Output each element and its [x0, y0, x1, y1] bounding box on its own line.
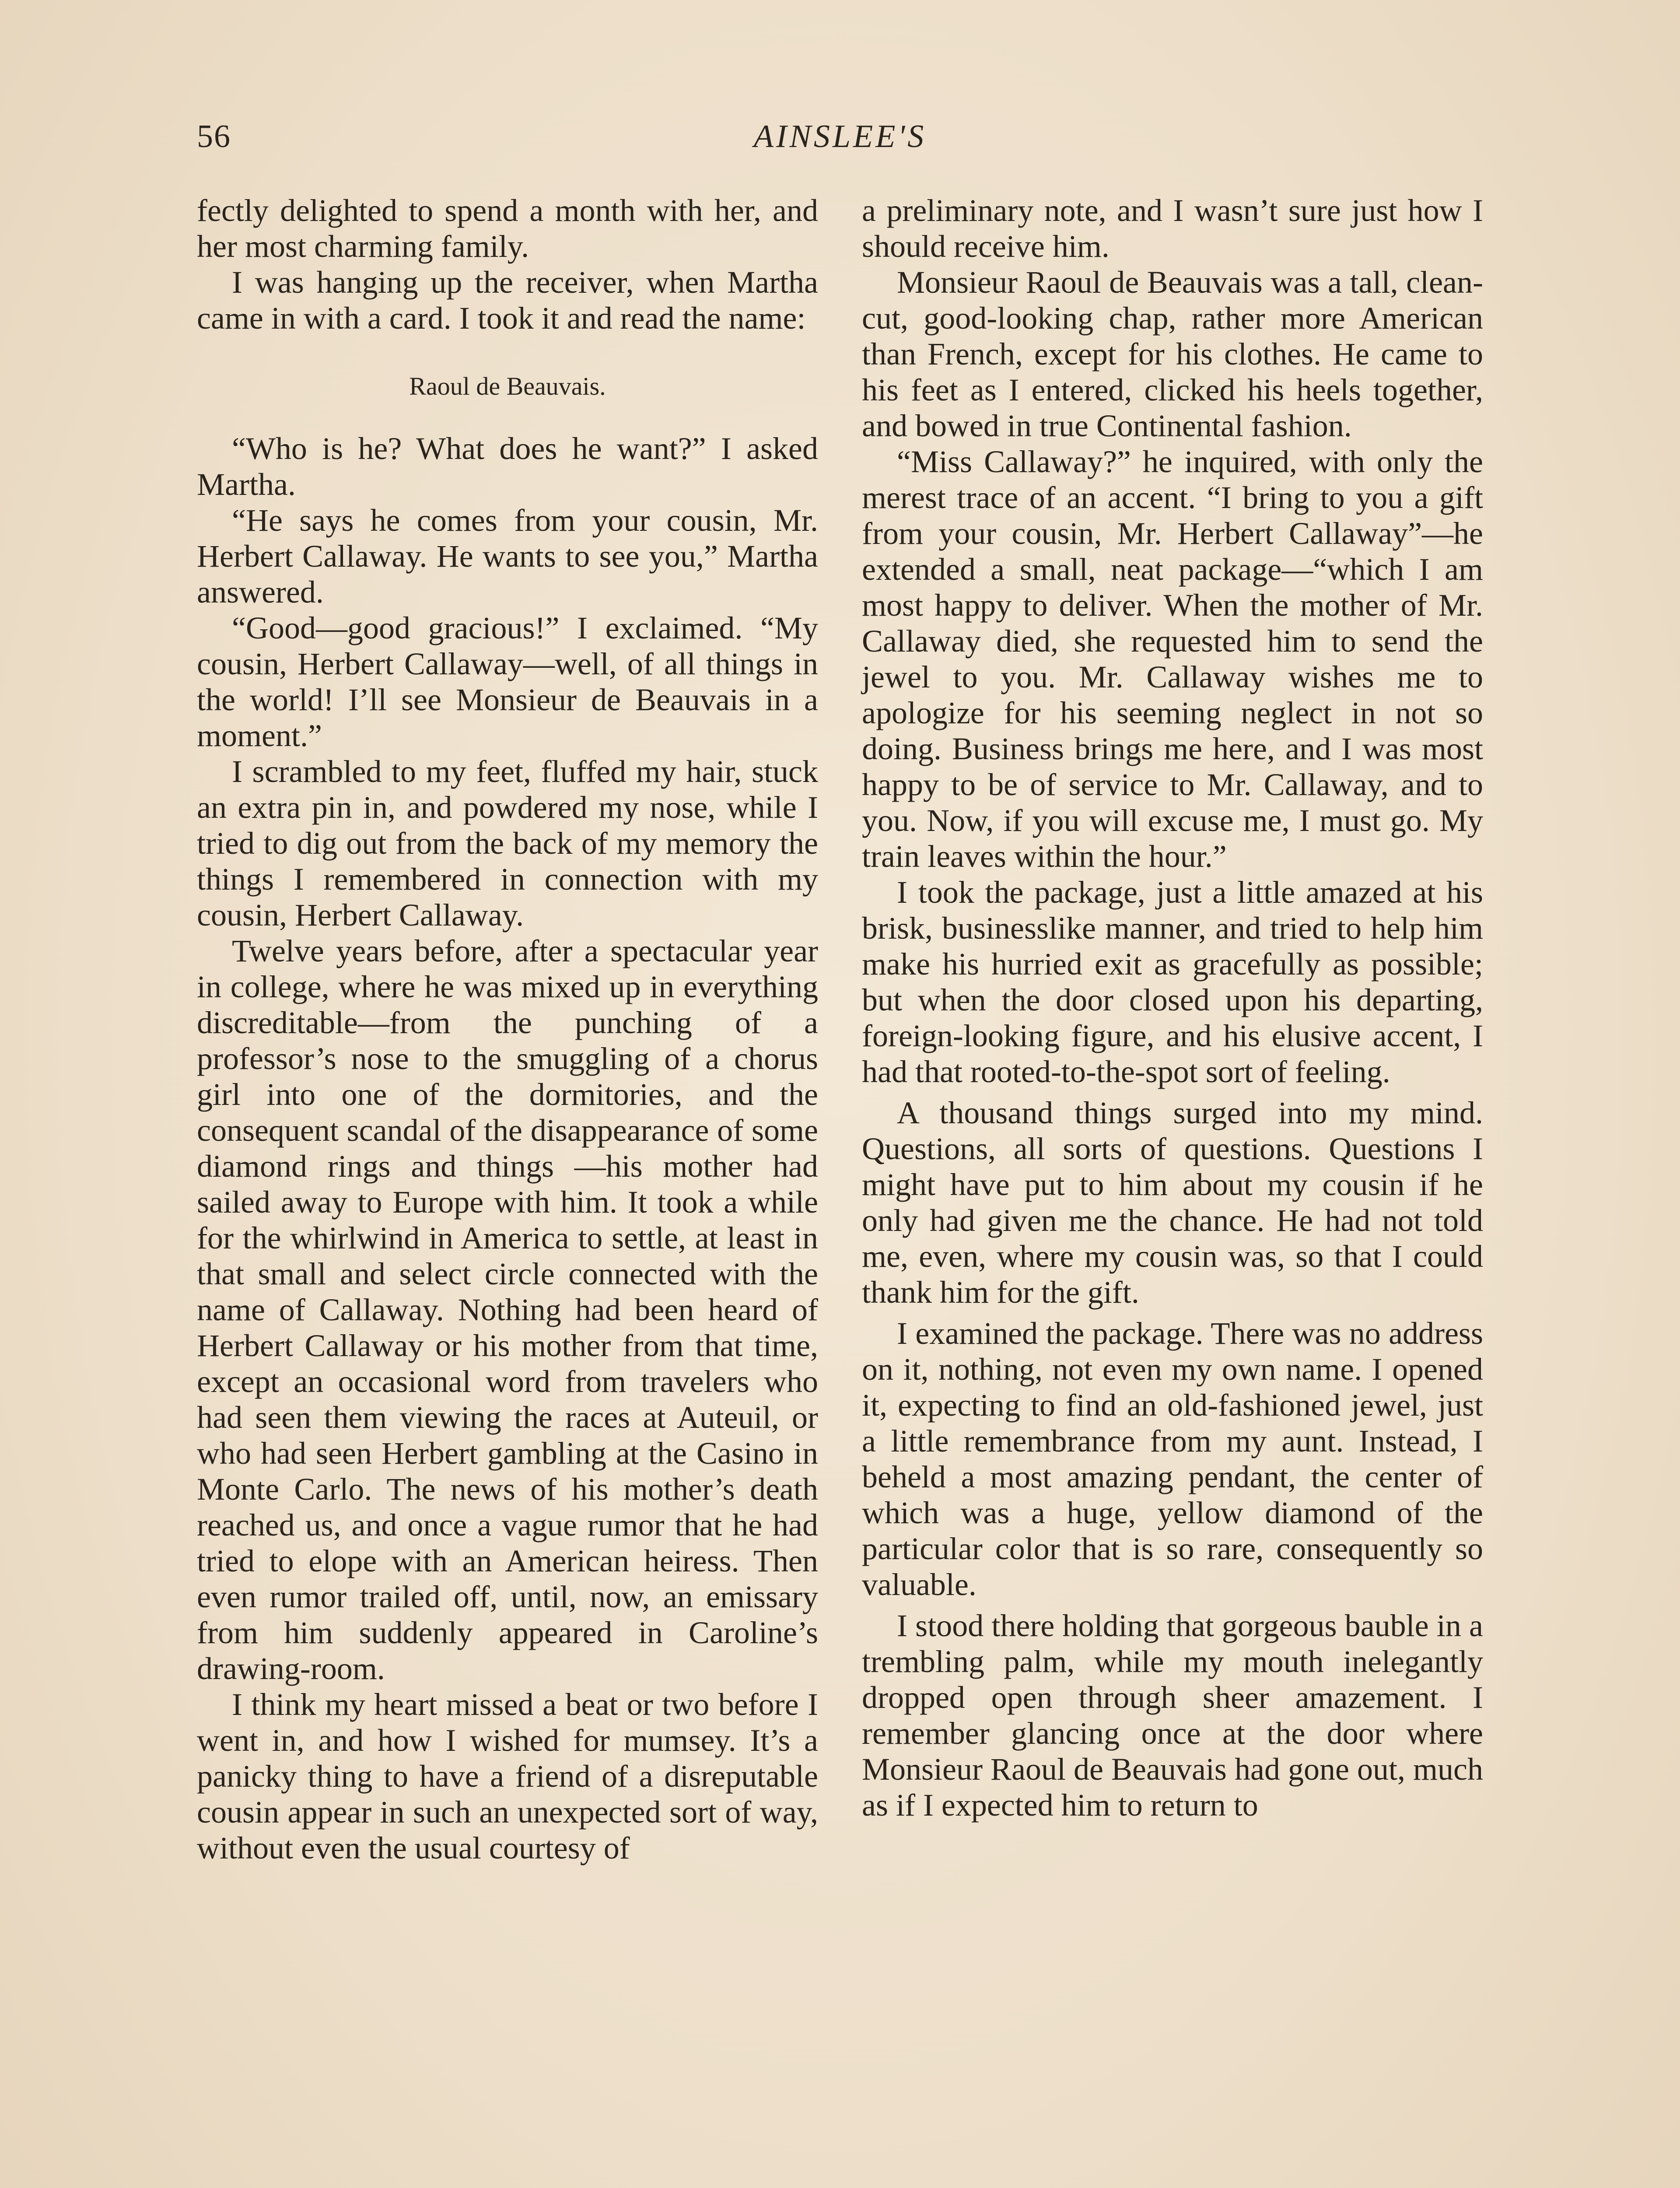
- paragraph: “Good—good gracious!” I exclaimed. “My cousin, Herbert Callaway—well, of all things in the world! I’ll see Monsieur de Beauvais in a moment.”: [197, 610, 818, 753]
- paragraph: I scrambled to my feet, fluffed my hair, stuck an extra pin in, and powdered my nose, while I tried to dig out from the back of my memory the things I remembered in connection with my cousin, Herbert Callaway.: [197, 754, 818, 933]
- paragraph: I examined the package. There was no address on it, nothing, not even my own name. I opened it, expecting to find an old-fashioned jewel, just a little remembrance from my aunt. Instead, I beheld a most amazing pendant, the center of which was a huge, yellow diamond of the particular color that is so rare, consequently so valuable.: [862, 1316, 1483, 1602]
- left-column: [197, 193, 818, 1866]
- page-header: [197, 118, 1483, 171]
- paragraph: I was hanging up the receiver, when Martha came in with a card. I took it and read the name:: [197, 265, 818, 336]
- page-number: 56: [197, 119, 231, 154]
- paragraph: a preliminary note, and I wasn’t sure just how I should receive him.: [862, 193, 1483, 264]
- paragraph: I stood there holding that gorgeous bauble in a trembling palm, while my mouth inelegantly dropped open through sheer amazement. I remember glancing once at the door where Monsieur Raoul de Beauvais had gone out, much as if I expected him to return to: [862, 1608, 1483, 1823]
- calling-card-name: Raoul de Beauvais.: [409, 372, 606, 400]
- paragraph: “He says he comes from your cousin, Mr. Herbert Callaway. He wants to see you,” Martha answered.: [197, 503, 818, 610]
- paragraph: “Miss Callaway?” he inquired, with only the merest trace of an accent. “I bring to you a gift from your cousin, Mr. Herbert Callaway”—he extended a small, neat package—“which I am most happy to deliver. When the mother of Mr. Callaway died, she requested him to send the jewel to you. Mr. Callaway wishes me to apologize for his seeming neglect in not so doing. Business brings me here, and I was most happy to be of service to Mr. Callaway, and to you. Now, if you will excuse me, I must go. My train leaves within the hour.”: [862, 444, 1483, 874]
- paragraph: Monsieur Raoul de Beauvais was a tall, clean-cut, good-looking chap, rather more American than French, except for his clothes. He came to his feet as I entered, clicked his heels together, and bowed in true Continental fashion.: [862, 265, 1483, 443]
- paragraph: “Who is he? What does he want?” I asked Martha.: [197, 431, 818, 502]
- paragraph: fectly delighted to spend a month with her, and her most charming family.: [197, 193, 818, 264]
- paragraph: Twelve years before, after a spectacular year in college, where he was mixed up in everything discreditable—from the punching of a professor’s nose to the smuggling of a chorus girl into one of the dormitories, and the consequent scandal of the disappearance of some diamond rings and things —his mother had sailed away to Europe with him. It took a while for the whirlwind in America to settle, at least in that small and select circle connected with the name of Callaway. Nothing had been heard of Herbert Callaway or his mother from that time, except an occasional word from travelers who had seen them viewing the races at Auteuil, or who had seen Herbert gambling at the Casino in Monte Carlo. The news of his mother’s death reached us, and once a vague rumor that he had tried to elope with an American heiress. Then even rumor trailed off, until, now, an emissary from him suddenly appeared in Caroline’s drawing-room.: [197, 933, 818, 1686]
- magazine-title: AINSLEE'S: [753, 119, 927, 154]
- right-column: [862, 193, 1483, 1823]
- paragraph: I think my heart missed a beat or two before I went in, and how I wished for mumsey. It’s a panicky thing to have a friend of a disreputable cousin appear in such an unexpected sort of way, without even the usual courtesy of: [197, 1687, 818, 1865]
- paragraph: A thousand things surged into my mind. Questions, all sorts of questions. Questions I might have put to him about my cousin if he only had given me the chance. He had not told me, even, where my cousin was, so that I could thank him for the gift.: [862, 1095, 1483, 1310]
- paragraph: I took the package, just a little amazed at his brisk, businesslike manner, and tried to help him make his hurried exit as gracefully as possible; but when the door closed upon his departing, foreign-looking figure, and his elusive accent, I had that rooted-to-the-spot sort of feeling.: [862, 875, 1483, 1089]
